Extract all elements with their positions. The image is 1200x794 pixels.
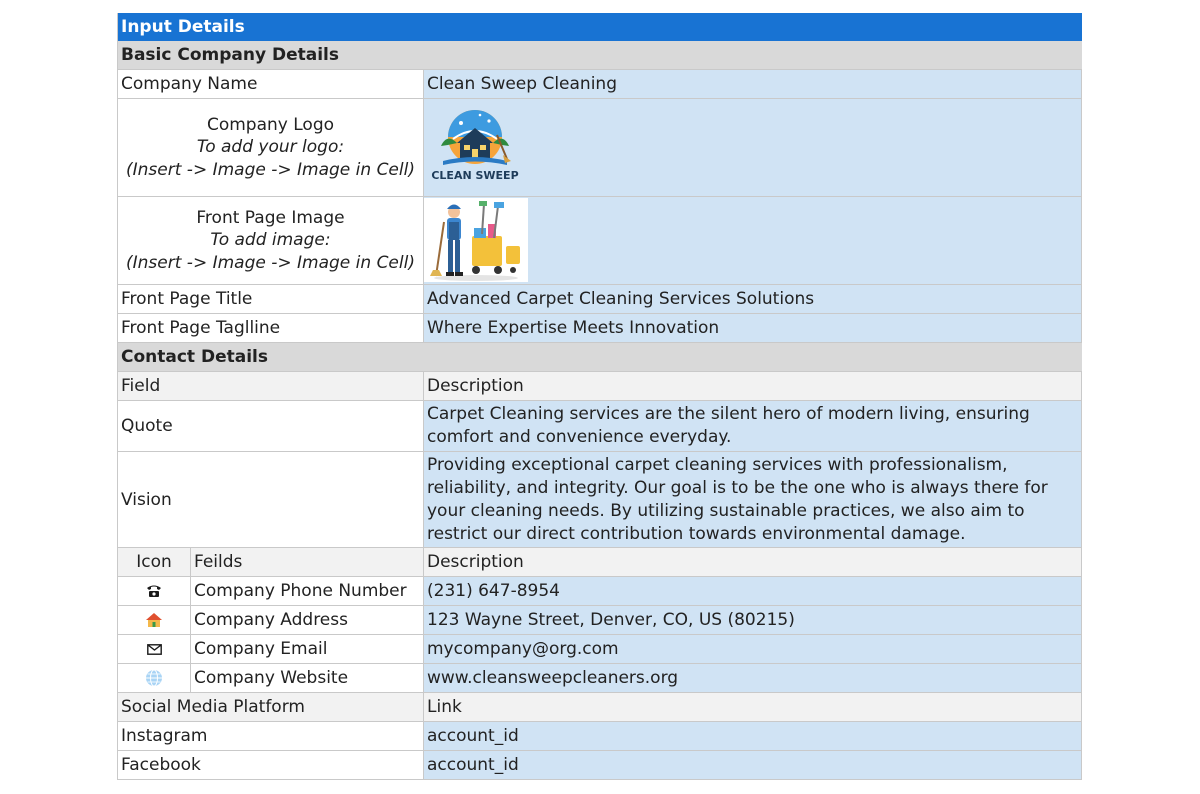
vision-label[interactable]: Vision (118, 452, 424, 547)
email-label[interactable]: Company Email (191, 635, 424, 663)
basic-section-row (118, 41, 1082, 70)
email-value[interactable]: mycompany@org.com (424, 635, 1082, 663)
website-label[interactable]: Company Website (191, 664, 424, 692)
front-image-cell[interactable] (424, 197, 1082, 284)
front-title-row (118, 285, 1082, 314)
basic-section-heading[interactable]: Basic Company Details (121, 45, 339, 65)
house-icon (143, 609, 165, 631)
company-logo-cell[interactable] (424, 99, 1082, 196)
facebook-value[interactable]: account_id (424, 751, 1082, 779)
company-logo-hint: To add your logo: (196, 137, 345, 158)
field-header-label[interactable]: Field (118, 372, 424, 400)
company-name-row (118, 70, 1082, 99)
website-value[interactable]: www.cleansweepcleaners.org (424, 664, 1082, 692)
globe-icon (143, 667, 165, 689)
contact-section-row (118, 343, 1082, 372)
social-header-row (118, 693, 1082, 722)
facebook-label[interactable]: Facebook (118, 751, 424, 779)
front-image-hint: To add image: (210, 230, 331, 251)
vision-row (118, 452, 1082, 548)
cleaner-illustration (424, 198, 528, 282)
company-name-label[interactable]: Company Name (118, 70, 424, 98)
phone-icon-cell[interactable] (118, 577, 191, 605)
address-row (118, 606, 1082, 635)
title-row (118, 13, 1082, 41)
email-icon-cell[interactable] (118, 635, 191, 663)
clean-sweep-logo (431, 103, 519, 189)
facebook-row (118, 751, 1082, 780)
vision-value[interactable]: Providing exceptional carpet cleaning services with professionalism, reliability, and integrity. Our goal is to be the one who is always there for your cleaning needs. By utilizing sustainable practices, we also aim to restrict our direct contribution towards environmental damage. (424, 452, 1082, 547)
contact-header-row (118, 548, 1082, 577)
quote-value[interactable]: Carpet Cleaning services are the silent hero of modern living, ensuring comfort and convenience everyday. (424, 401, 1082, 451)
email-row (118, 635, 1082, 664)
front-tagline-label[interactable]: Front Page Taglline (118, 314, 424, 342)
phone-value[interactable]: (231) 647-8954 (424, 577, 1082, 605)
logo-text: CLEAN SWEEP (431, 169, 519, 182)
envelope-icon (143, 638, 165, 660)
instagram-label[interactable]: Instagram (118, 722, 424, 750)
social-header-label[interactable]: Social Media Platform (118, 693, 424, 721)
website-icon-cell[interactable] (118, 664, 191, 692)
field-header-row (118, 372, 1082, 401)
telephone-icon (143, 580, 165, 602)
company-name-value[interactable]: Clean Sweep Cleaning (424, 70, 1082, 98)
front-title-value[interactable]: Advanced Carpet Cleaning Services Solutions (424, 285, 1082, 313)
front-image-label-cell[interactable] (118, 197, 424, 284)
field-header-value[interactable]: Description (424, 372, 1082, 400)
company-logo-row (118, 99, 1082, 197)
address-icon-cell[interactable] (118, 606, 191, 634)
input-details-sheet (117, 13, 1082, 780)
contact-header-icon[interactable]: Icon (118, 548, 191, 576)
front-tagline-row (118, 314, 1082, 343)
contact-header-field[interactable]: Feilds (191, 548, 424, 576)
front-tagline-value[interactable]: Where Expertise Meets Innovation (424, 314, 1082, 342)
website-row (118, 664, 1082, 693)
front-image-hint-path: (Insert -> Image -> Image in Cell) (126, 252, 415, 273)
instagram-row (118, 722, 1082, 751)
social-header-value[interactable]: Link (424, 693, 1082, 721)
quote-label[interactable]: Quote (118, 401, 424, 451)
front-title-label[interactable]: Front Page Title (118, 285, 424, 313)
company-logo-label-cell[interactable] (118, 99, 424, 196)
company-logo-hint-path: (Insert -> Image -> Image in Cell) (126, 159, 415, 180)
address-value[interactable]: 123 Wayne Street, Denver, CO, US (80215) (424, 606, 1082, 634)
phone-row (118, 577, 1082, 606)
front-image-label: Front Page Image (196, 207, 345, 228)
phone-label[interactable]: Company Phone Number (191, 577, 424, 605)
front-image-row (118, 197, 1082, 285)
instagram-value[interactable]: account_id (424, 722, 1082, 750)
address-label[interactable]: Company Address (191, 606, 424, 634)
sheet-title[interactable]: Input Details (121, 16, 245, 37)
quote-row (118, 401, 1082, 452)
company-logo-label: Company Logo (206, 114, 335, 135)
contact-section-heading[interactable]: Contact Details (121, 347, 268, 367)
contact-header-value[interactable]: Description (424, 548, 1082, 576)
